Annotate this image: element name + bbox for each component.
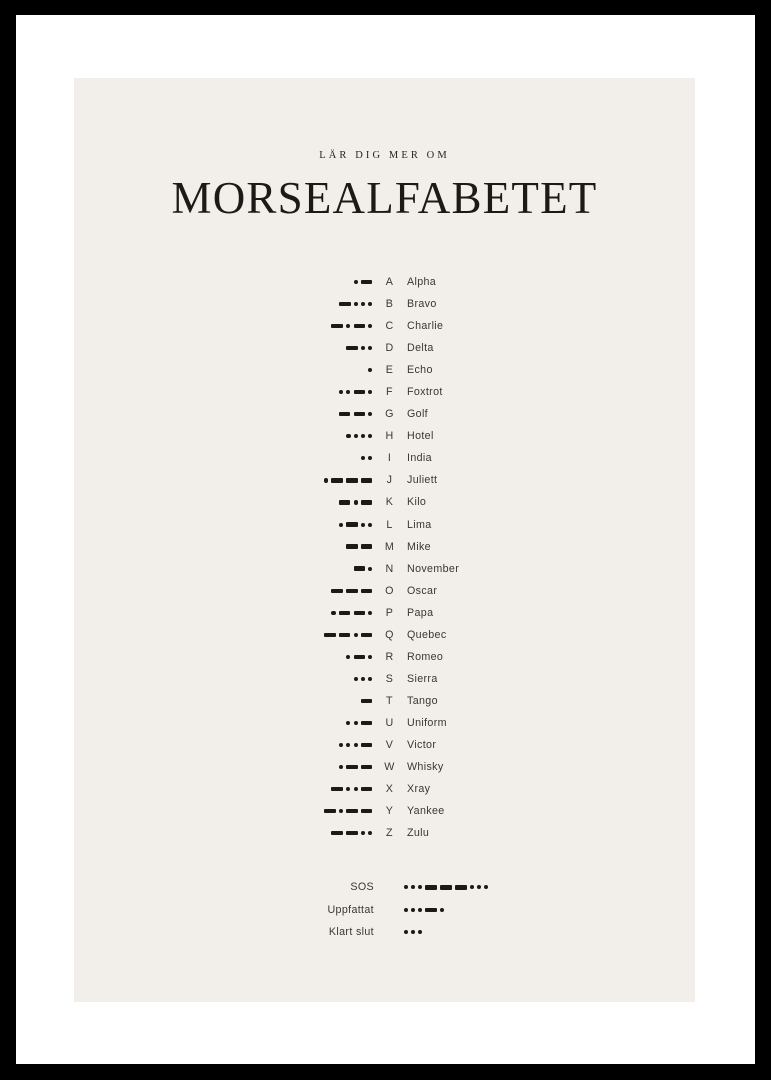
morse-letter-cell: U xyxy=(385,716,394,729)
morse-row xyxy=(74,668,695,690)
morse-code-cell xyxy=(74,293,381,315)
morse-letter-cell: O xyxy=(385,584,394,597)
morse-dot xyxy=(346,743,350,747)
morse-dot xyxy=(418,885,422,889)
morse-dash xyxy=(354,655,366,659)
morse-dot xyxy=(484,885,488,889)
morse-code-cell xyxy=(74,712,381,734)
morse-dash xyxy=(346,346,358,350)
poster-eyebrow: LÄR DIG MER OM xyxy=(319,150,450,161)
morse-dash xyxy=(361,500,373,504)
morse-dot xyxy=(368,611,372,615)
morse-dot xyxy=(354,721,358,725)
morse-code-cell xyxy=(74,514,381,536)
morse-word-cell: November xyxy=(407,562,460,575)
morse-word-cell: Romeo xyxy=(407,650,444,663)
morse-code-cell xyxy=(74,668,381,690)
morse-word-cell: Hotel xyxy=(407,430,434,443)
morse-word-cell: Lima xyxy=(407,518,432,531)
morse-word-cell: Charlie xyxy=(407,320,444,333)
morse-dot xyxy=(361,302,365,306)
morse-dot xyxy=(354,500,358,504)
morse-dash xyxy=(331,324,343,328)
morse-code-cell xyxy=(74,602,381,624)
morse-dot xyxy=(339,390,343,394)
morse-dash xyxy=(361,699,373,703)
morse-letter-cell: Z xyxy=(386,827,393,840)
morse-word-cell: Kilo xyxy=(407,496,427,509)
morse-letter-cell: H xyxy=(385,430,394,443)
morse-dot xyxy=(354,434,358,438)
morse-dot xyxy=(339,809,343,813)
morse-dot xyxy=(368,831,372,835)
morse-row xyxy=(74,580,695,602)
morse-dot xyxy=(368,346,372,350)
morse-letter-cell: K xyxy=(385,496,394,509)
morse-word-cell: Bravo xyxy=(407,298,437,311)
morse-dot xyxy=(368,434,372,438)
morse-dot xyxy=(361,523,365,527)
morse-letter-cell: Y xyxy=(385,805,394,818)
morse-word-cell: Sierra xyxy=(407,672,438,685)
morse-dot xyxy=(346,655,350,659)
morse-row xyxy=(74,425,695,447)
signal-code-cell xyxy=(374,921,695,943)
morse-letter-cell: X xyxy=(385,783,394,796)
morse-code-cell xyxy=(74,734,381,756)
morse-word-cell: Foxtrot xyxy=(407,386,443,399)
morse-row xyxy=(74,800,695,822)
morse-dash xyxy=(361,787,373,791)
morse-row xyxy=(74,756,695,778)
morse-code-cell xyxy=(74,381,381,403)
morse-row xyxy=(74,403,695,425)
morse-code-cell xyxy=(74,558,381,580)
morse-dot xyxy=(339,523,343,527)
morse-dash xyxy=(331,787,343,791)
morse-letter-cell: M xyxy=(384,540,395,553)
morse-letter-cell: Q xyxy=(385,628,394,641)
signal-code-cell xyxy=(374,899,695,921)
morse-dash xyxy=(361,280,373,284)
morse-dot xyxy=(440,908,444,912)
morse-dash xyxy=(354,390,366,394)
morse-dot xyxy=(368,368,372,372)
morse-dash xyxy=(346,522,358,526)
morse-letter-cell: C xyxy=(385,320,394,333)
morse-dot xyxy=(470,885,474,889)
morse-dot xyxy=(361,346,365,350)
morse-letter-cell: S xyxy=(385,672,394,685)
morse-dot xyxy=(368,523,372,527)
morse-word-cell: Papa xyxy=(407,606,434,619)
morse-row xyxy=(74,271,695,293)
morse-dash xyxy=(361,589,373,593)
morse-dash xyxy=(455,885,467,889)
morse-dash xyxy=(425,908,437,912)
morse-dot xyxy=(324,478,328,482)
morse-dash xyxy=(361,633,373,637)
morse-dot xyxy=(368,677,372,681)
morse-alphabet-table xyxy=(74,271,695,844)
morse-row xyxy=(74,558,695,580)
morse-row xyxy=(74,469,695,491)
morse-dash xyxy=(346,589,358,593)
morse-dash xyxy=(331,478,343,482)
signal-label: SOS xyxy=(350,881,374,894)
morse-row xyxy=(74,315,695,337)
morse-word-cell: Xray xyxy=(407,783,431,796)
morse-dot xyxy=(346,721,350,725)
morse-code-cell xyxy=(74,491,381,513)
morse-row xyxy=(74,293,695,315)
morse-dot xyxy=(368,302,372,306)
morse-dash xyxy=(339,611,351,615)
morse-word-cell: Juliett xyxy=(407,474,438,487)
morse-dot xyxy=(354,787,358,791)
morse-dot xyxy=(418,908,422,912)
morse-dot xyxy=(411,908,415,912)
morse-dash xyxy=(354,611,366,615)
morse-row xyxy=(74,491,695,513)
morse-dash xyxy=(361,765,373,769)
morse-row xyxy=(74,624,695,646)
morse-letter-cell: I xyxy=(387,452,392,465)
morse-code-cell xyxy=(74,624,381,646)
morse-letter-cell: L xyxy=(386,518,393,531)
morse-row xyxy=(74,337,695,359)
morse-letter-cell: N xyxy=(385,562,394,575)
signal-row xyxy=(74,876,695,898)
morse-word-cell: Uniform xyxy=(407,716,447,729)
morse-dash xyxy=(339,500,351,504)
morse-code-cell xyxy=(74,425,381,447)
morse-dash xyxy=(346,809,358,813)
morse-code-cell xyxy=(74,690,381,712)
morse-row xyxy=(74,514,695,536)
morse-letter-cell: W xyxy=(384,761,395,774)
morse-dot xyxy=(411,885,415,889)
morse-dash xyxy=(339,633,351,637)
morse-dash xyxy=(346,478,358,482)
morse-code-cell xyxy=(74,315,381,337)
morse-dot xyxy=(346,787,350,791)
morse-dot xyxy=(354,743,358,747)
morse-word-cell: Echo xyxy=(407,364,433,377)
morse-dash xyxy=(346,765,358,769)
morse-dash xyxy=(324,633,336,637)
morse-dot xyxy=(339,765,343,769)
morse-code-cell xyxy=(74,822,381,844)
morse-code-cell xyxy=(74,800,381,822)
morse-letter-cell: J xyxy=(386,474,393,487)
morse-row xyxy=(74,536,695,558)
morse-code-cell xyxy=(74,271,381,293)
morse-row xyxy=(74,381,695,403)
morse-dash xyxy=(331,589,343,593)
morse-dot xyxy=(368,456,372,460)
morse-dot xyxy=(418,930,422,934)
morse-row xyxy=(74,822,695,844)
morse-row xyxy=(74,712,695,734)
morse-row xyxy=(74,690,695,712)
morse-dot xyxy=(361,831,365,835)
morse-dot xyxy=(354,633,358,637)
signal-label: Klart slut xyxy=(328,925,374,938)
morse-dot xyxy=(368,324,372,328)
morse-dash xyxy=(361,478,373,482)
morse-letter-cell: T xyxy=(386,694,393,707)
morse-code-cell xyxy=(74,359,381,381)
morse-row xyxy=(74,646,695,668)
morse-word-cell: Alpha xyxy=(407,276,437,289)
morse-letter-cell: P xyxy=(385,606,394,619)
morse-dash xyxy=(361,743,373,747)
morse-row xyxy=(74,359,695,381)
morse-code-cell xyxy=(74,469,381,491)
morse-code-cell xyxy=(74,337,381,359)
morse-alphabet-body xyxy=(74,271,695,844)
morse-letter-cell: D xyxy=(385,342,394,355)
morse-code-cell xyxy=(74,536,381,558)
morse-row xyxy=(74,734,695,756)
morse-dot xyxy=(361,677,365,681)
morse-word-cell: Tango xyxy=(407,694,438,707)
poster-mat xyxy=(16,15,755,1064)
morse-word-cell: Mike xyxy=(407,540,431,553)
morse-dash xyxy=(346,544,358,548)
signal-code-cell xyxy=(374,876,695,898)
page-title: MORSEALFABETET xyxy=(171,173,598,223)
poster-canvas xyxy=(74,78,695,1002)
morse-dash xyxy=(354,566,366,570)
morse-row xyxy=(74,447,695,469)
morse-dash xyxy=(346,831,358,835)
morse-word-cell: Oscar xyxy=(407,584,438,597)
morse-dot xyxy=(354,302,358,306)
morse-letter-cell: A xyxy=(385,276,394,289)
morse-word-cell: Delta xyxy=(407,342,434,355)
morse-dot xyxy=(368,390,372,394)
morse-dash xyxy=(354,412,366,416)
morse-dot xyxy=(346,390,350,394)
morse-word-cell: Zulu xyxy=(407,827,430,840)
morse-dot xyxy=(346,324,350,328)
morse-word-cell: Whisky xyxy=(407,761,444,774)
morse-word-cell: Golf xyxy=(407,408,429,421)
morse-dot xyxy=(361,456,365,460)
morse-dot xyxy=(339,743,343,747)
morse-code-cell xyxy=(74,778,381,800)
morse-dash xyxy=(354,324,366,328)
morse-dot xyxy=(404,930,408,934)
morse-dot xyxy=(404,908,408,912)
morse-word-cell: Victor xyxy=(407,739,437,751)
morse-dash xyxy=(361,809,373,813)
morse-dash xyxy=(361,721,373,725)
morse-word-cell: Yankee xyxy=(407,805,445,818)
morse-dot xyxy=(411,930,415,934)
morse-code-cell xyxy=(74,447,381,469)
morse-dash xyxy=(425,885,437,889)
morse-code-cell xyxy=(74,756,381,778)
morse-dash xyxy=(339,302,351,306)
morse-dot xyxy=(361,434,365,438)
morse-dot xyxy=(404,885,408,889)
morse-dot xyxy=(368,655,372,659)
morse-signals-table xyxy=(74,876,695,943)
signal-row xyxy=(74,921,695,943)
morse-letter-cell: V xyxy=(385,739,394,751)
morse-letter-cell: E xyxy=(385,364,394,377)
morse-letter-cell: B xyxy=(385,298,394,311)
signal-label: Uppfattat xyxy=(327,903,374,916)
morse-letter-cell: R xyxy=(385,650,394,663)
morse-code-cell xyxy=(74,403,381,425)
morse-dash xyxy=(339,412,351,416)
morse-row xyxy=(74,778,695,800)
morse-dash xyxy=(331,831,343,835)
morse-dot xyxy=(368,412,372,416)
morse-row xyxy=(74,602,695,624)
morse-dot xyxy=(331,611,335,615)
morse-letter-cell: F xyxy=(386,386,393,399)
morse-word-cell: India xyxy=(407,452,432,465)
morse-dot xyxy=(368,567,372,571)
morse-letter-cell: G xyxy=(385,408,394,421)
morse-signals-body xyxy=(74,876,695,943)
morse-dot xyxy=(354,280,358,284)
morse-dot xyxy=(346,434,350,438)
signal-row xyxy=(74,899,695,921)
morse-dot xyxy=(477,885,481,889)
morse-dash xyxy=(440,885,452,889)
morse-code-cell xyxy=(74,580,381,602)
morse-dash xyxy=(324,809,336,813)
morse-dash xyxy=(361,544,373,548)
morse-code-cell xyxy=(74,646,381,668)
morse-word-cell: Quebec xyxy=(407,628,447,641)
morse-dot xyxy=(354,677,358,681)
